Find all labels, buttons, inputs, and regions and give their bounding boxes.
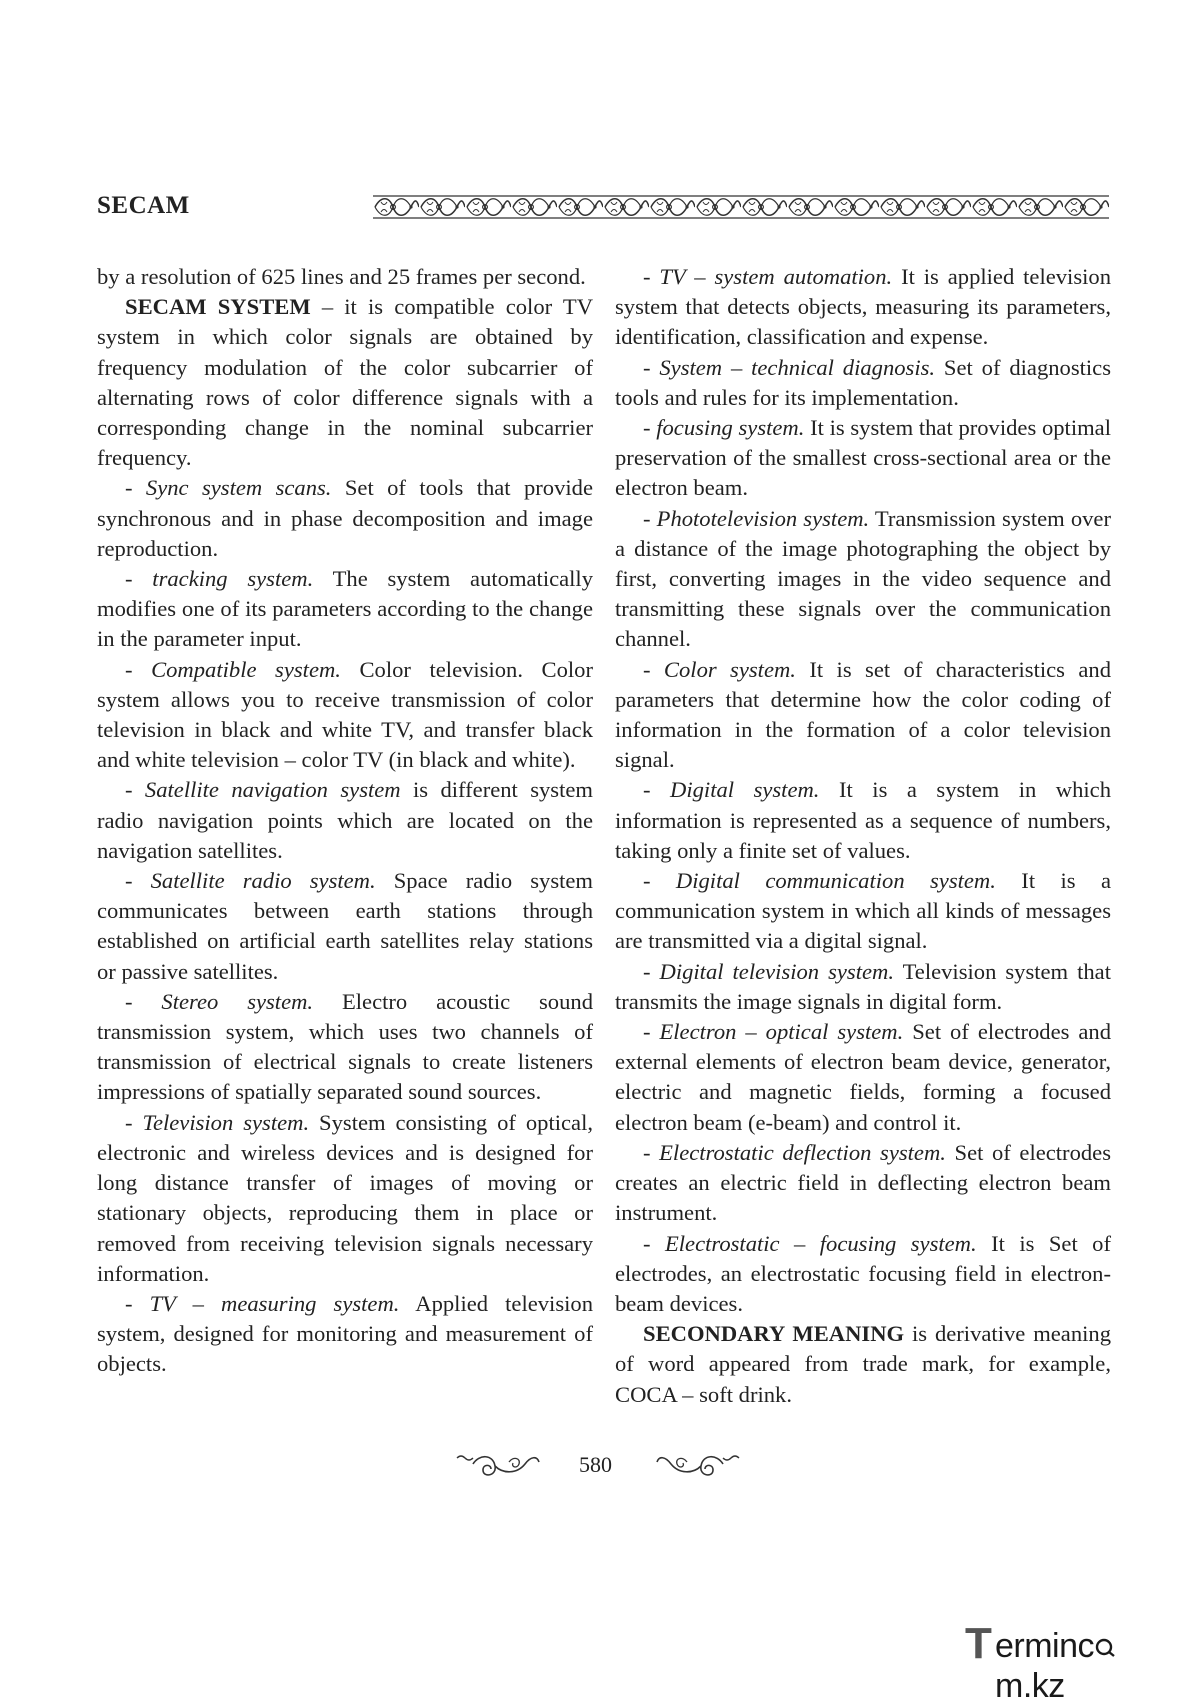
left-text-column [97,262,593,1380]
paragraph: - Electrostatic deflection system. Set of electrodes creates an electric field in deflecting electron beam instrument. [615,1139,1111,1226]
term-italic: - Electrostatic deflection system. [643,1139,946,1165]
paragraph: - TV – system automation. It is applied television system that detects objects, measuring its parameters, identification, classification and expense. [615,264,1111,350]
term-italic: - Sync system scans. [125,475,332,501]
running-header [97,190,1109,226]
term-italic: - Compatible system. [125,656,341,682]
magnifier-icon [1094,1631,1116,1657]
paragraph: - Satellite radio system. Space radio system communicates between earth stations through established on artificial earth satellites relay stations or passive satellites. [97,868,593,984]
term-italic: - focusing system. [643,415,805,441]
paragraph: by a resolution of 625 lines and 25 frames per second. [97,264,586,289]
term-bold: SECONDARY MEANING [643,1321,905,1347]
paragraph: - Television system. System consisting of optical, electronic and wireless devices and is designed for long distance transfer of images of moving or stationary objects, reproducing them in place or removed from receiving television signals necessary information. [97,1109,593,1286]
paragraph: - System – technical diagnosis. Set of diagnostics tools and rules for its implementation. [615,354,1111,410]
watermark-letter-t: T [965,1619,992,1668]
running-head-title: SECAM [97,192,190,219]
paragraph: - Digital television system. Television system that transmits the image signals in digital form. [615,958,1111,1014]
term-italic: - Stereo system. [125,988,314,1014]
term-italic: - Electron – optical system. [643,1019,904,1045]
page-number: 580 [579,1452,612,1477]
paragraph: - Satellite navigation system is different system radio navigation points which are located on the navigation satellites. [97,777,593,863]
paragraph: - focusing system. It is system that provides optimal preservation of the smallest cross-sectional area or the electron beam. [615,415,1111,501]
page-footer [0,1448,1191,1484]
paragraph: - Stereo system. Electro acoustic sound transmission system, which uses two channels of transmission of electrical signals to create listeners impressions of spatially separated sound sources. [97,988,593,1105]
term-italic: - Electrostatic – focusing system. [643,1230,977,1256]
term-italic: - Digital television system. [643,958,894,984]
paragraph: - Color system. It is set of characteristics and parameters that determine how the color coding of information in the formation of a color television signal. [615,656,1111,773]
footer-ornament-right-icon [655,1452,741,1476]
term-italic: - Television system. [125,1109,310,1135]
paragraph: - Electrostatic – focusing system. It is Set of electrodes, an electrostatic focusing field in electron- beam devices. [615,1230,1111,1316]
paragraph: - TV – measuring system. Applied television system, designed for monitoring and measurement of objects. [97,1290,593,1377]
term-italic: - Phototelevision system. [643,505,870,531]
term-italic: - tracking system. [125,566,314,592]
term-italic: - Digital communication system. [643,868,996,894]
paragraph: - Electron – optical system. Set of electrodes and external elements of electron beam device, generator, electric and magnetic fields, forming a focused electron beam (e-beam) and control it. [615,1019,1111,1135]
paragraph: - tracking system. The system automatically modifies one of its parameters according to the change in the parameter input. [97,566,594,652]
paragraph: - Digital communication system. It is a communication system in which all kinds of messages are transmitted via a digital signal. [615,868,1111,954]
watermark-text: ermincm.kz [995,1626,1175,1706]
paragraph: - Digital system. It is a system in which information is represented as a sequence of numbers, taking only a finite set of values. [615,777,1112,863]
paragraph: - Phototelevision system. Transmission system over a distance of the image photographing the object by first, converting images in the video sequence and transmitting these signals over the communication channel. [615,505,1111,652]
paragraph: - Compatible system. Color television. Color system allows you to receive transmission of color television in black and white TV, and transfer black and white television – color TV (in black and white). [97,656,594,773]
term-italic: - TV – measuring system. [125,1290,400,1316]
paragraph: SECAM SYSTEM – it is compatible color TV system in which color signals are obtained by frequency modulation of the color subcarrier of alternating rows of color difference signals with a corresponding change in the nominal subcarrier frequency. [97,294,594,471]
term-italic: - Satellite navigation system [125,777,401,803]
term-italic: - System – technical diagnosis. [643,354,936,380]
term-italic: - TV – system automation. [643,264,893,289]
paragraph: - Sync system scans. Set of tools that provide synchronous and in phase decomposition and image reproduction. [97,475,593,561]
term-italic: - Digital system. [643,777,820,803]
site-watermark [965,1619,1175,1705]
right-text-column [615,262,1111,1410]
term-bold: SECAM SYSTEM [125,294,311,320]
paragraph: SECONDARY MEANING is derivative meaning of word appeared from trade mark, for example, COCA – soft drink. [615,1321,1111,1407]
term-italic: - Color system. [643,656,796,682]
header-ornament-band [373,194,1109,220]
term-italic: - Satellite radio system. [125,868,376,894]
